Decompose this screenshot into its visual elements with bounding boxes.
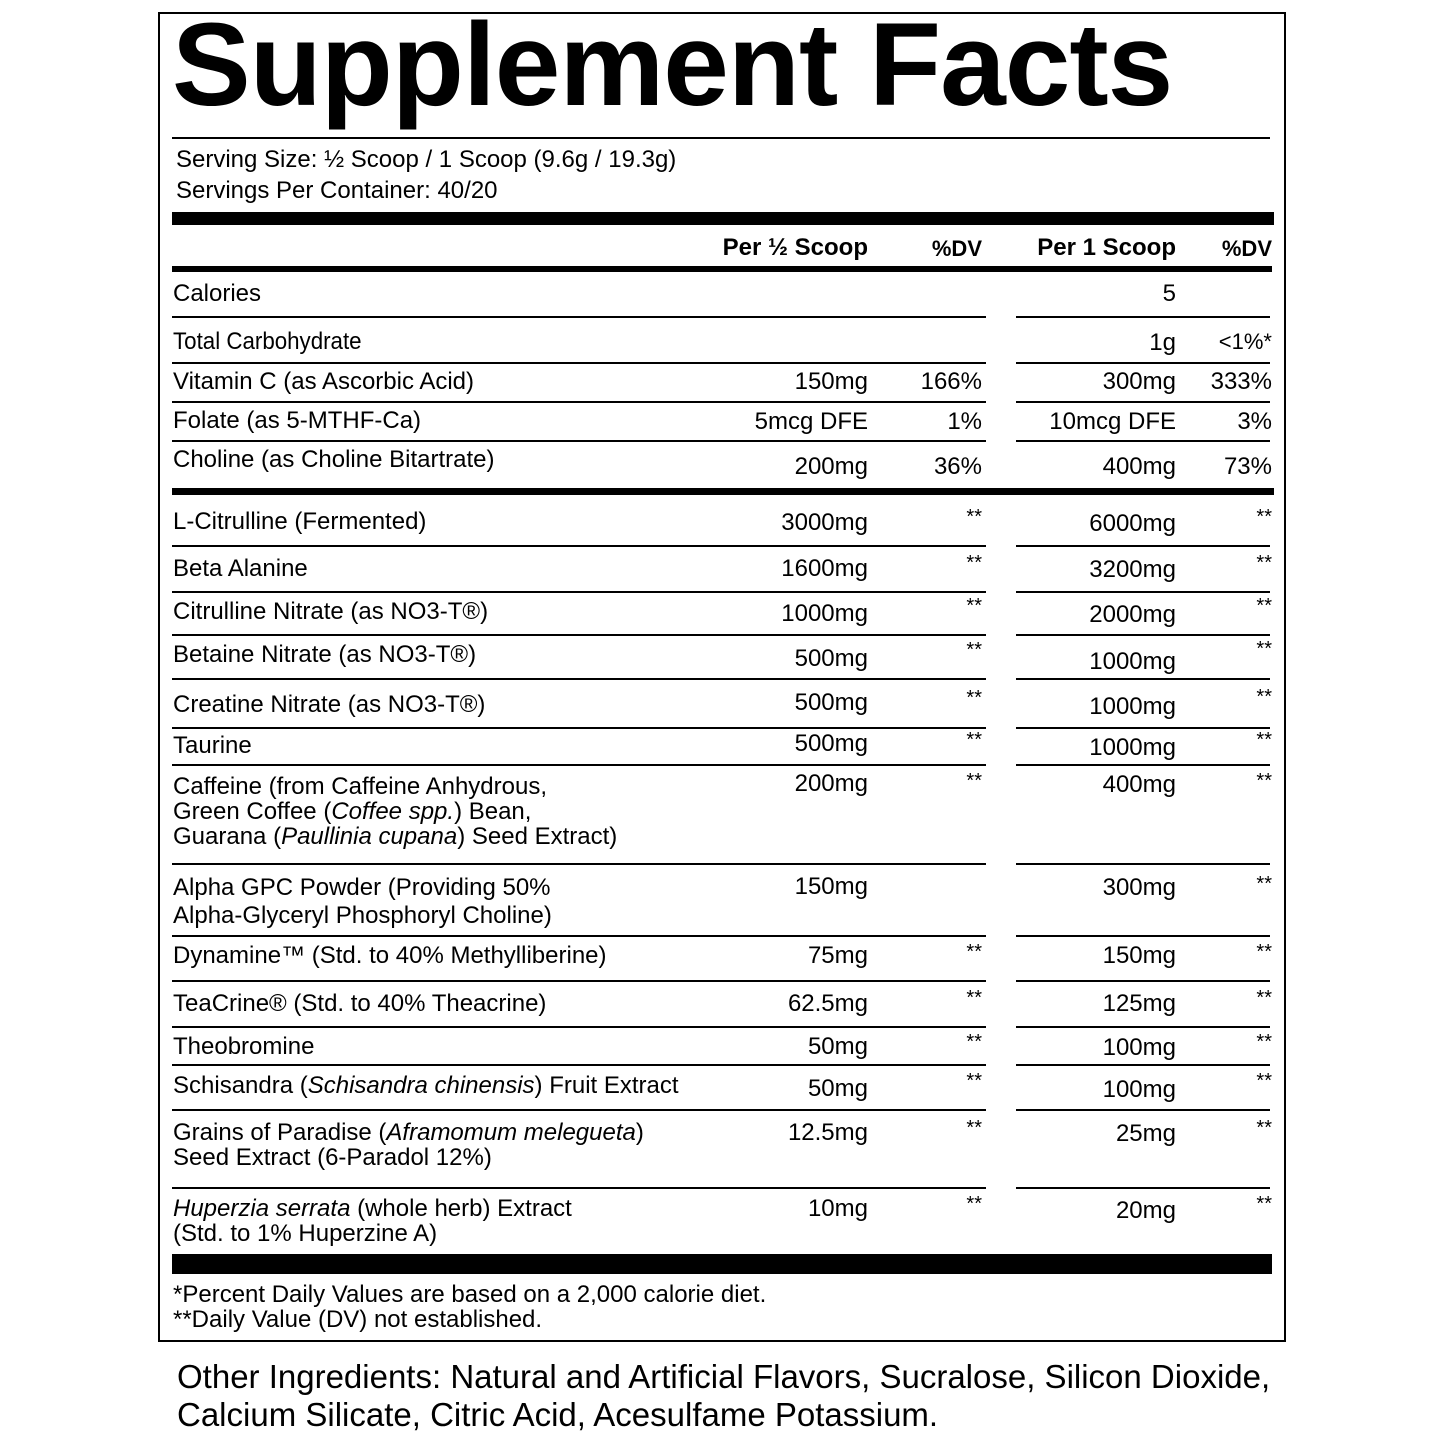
- row-theobromine-one-dv: **: [1256, 1031, 1272, 1053]
- row-huperzia-name-line2: (Std. to 1% Huperzine A): [173, 1220, 438, 1247]
- row-folate-name: Folate (as 5-MTHF-Ca): [173, 407, 422, 434]
- footnote-dv-not-established: **Daily Value (DV) not established.: [173, 1306, 543, 1333]
- row-creatine-nitrate-name: Creatine Nitrate (as NO3-T®): [173, 691, 486, 718]
- row-schisandra-name: Schisandra (Schisandra chinensis) Fruit Extract: [173, 1072, 679, 1099]
- row-rule: [172, 764, 986, 766]
- row-teacrine-half: 62.5mg: [787, 990, 868, 1017]
- row-rule: [172, 980, 986, 982]
- row-creatine-nitrate-half-dv: **: [966, 687, 982, 709]
- row-rule: [172, 634, 986, 636]
- row-schisandra-one-dv: **: [1256, 1070, 1272, 1092]
- header-per-half-scoop: Per ½ Scoop: [722, 234, 868, 261]
- row-choline-half: 200mg: [794, 453, 868, 480]
- row-rule: [1016, 1109, 1270, 1111]
- row-dynamine-half: 75mg: [807, 942, 868, 969]
- row-rule: [1016, 935, 1270, 937]
- row-theobromine-half: 50mg: [807, 1033, 868, 1060]
- row-rule: [1016, 727, 1270, 729]
- servings-per-container: Servings Per Container: 40/20: [176, 177, 498, 204]
- row-l-citrulline-name: L-Citrulline (Fermented): [173, 508, 427, 535]
- header-rule: [172, 266, 1272, 272]
- row-rule: [172, 440, 986, 442]
- row-dynamine-one-dv: **: [1256, 941, 1272, 963]
- row-betaine-nitrate-half-dv: **: [966, 639, 982, 661]
- row-betaine-nitrate-one: 1000mg: [1089, 648, 1176, 675]
- row-grains-of-paradise-half-dv: **: [966, 1117, 982, 1139]
- row-creatine-nitrate-half: 500mg: [794, 689, 868, 716]
- row-huperzia-name-line1: Huperzia serrata (whole herb) Extract: [173, 1195, 572, 1222]
- row-rule: [1016, 863, 1270, 865]
- footnote-percent-dv: *Percent Daily Values are based on a 2,000 calorie diet.: [173, 1281, 767, 1308]
- row-rule: [172, 316, 986, 318]
- row-folate-half-dv: 1%: [947, 408, 982, 435]
- row-caffeine-one-dv: **: [1256, 770, 1272, 792]
- row-schisandra-half-dv: **: [966, 1070, 982, 1092]
- row-rule: [1016, 440, 1270, 442]
- row-creatine-nitrate-one-dv: **: [1256, 686, 1272, 708]
- row-rule: [1016, 980, 1270, 982]
- row-betaine-nitrate-one-dv: **: [1256, 638, 1272, 660]
- row-huperzia-one: 20mg: [1115, 1197, 1176, 1224]
- header-per-one-scoop: Per 1 Scoop: [1037, 234, 1176, 261]
- row-rule: [172, 863, 986, 865]
- row-choline-half-dv: 36%: [933, 453, 982, 480]
- row-vitamin-c-half: 150mg: [794, 368, 868, 395]
- thick-rule-bottom: [172, 1254, 1272, 1274]
- row-alpha-gpc-half: 150mg: [794, 873, 868, 900]
- row-rule: [172, 591, 986, 593]
- row-choline-one-dv: 73%: [1223, 453, 1272, 480]
- row-grains-of-paradise-name-line2: Seed Extract (6-Paradol 12%): [173, 1144, 492, 1171]
- row-rule: [1016, 1064, 1270, 1066]
- row-teacrine-one: 125mg: [1102, 990, 1176, 1017]
- row-rule: [172, 727, 986, 729]
- row-taurine-one-dv: **: [1256, 729, 1272, 751]
- row-beta-alanine-name: Beta Alanine: [173, 555, 308, 582]
- row-l-citrulline-one-dv: **: [1256, 506, 1272, 528]
- row-dynamine-one: 150mg: [1102, 942, 1176, 969]
- row-teacrine-name: TeaCrine® (Std. to 40% Theacrine): [173, 990, 547, 1017]
- panel-title: Supplement Facts: [172, 0, 1173, 131]
- row-rule: [172, 1187, 986, 1189]
- row-rule: [172, 1026, 986, 1028]
- row-rule: [1016, 678, 1270, 680]
- row-taurine-half: 500mg: [794, 730, 868, 757]
- row-rule: [172, 1064, 986, 1066]
- row-creatine-nitrate-one: 1000mg: [1089, 693, 1176, 720]
- row-citrulline-nitrate-one-dv: **: [1256, 595, 1272, 617]
- row-theobromine-name: Theobromine: [173, 1033, 315, 1060]
- row-citrulline-nitrate-half: 1000mg: [781, 600, 868, 627]
- row-grains-of-paradise-half: 12.5mg: [787, 1119, 868, 1146]
- row-rule: [172, 362, 986, 364]
- row-l-citrulline-half-dv: **: [966, 506, 982, 528]
- row-caffeine-half-dv: **: [966, 770, 982, 792]
- row-citrulline-nitrate-name: Citrulline Nitrate (as NO3-T®): [173, 598, 489, 625]
- row-l-citrulline-one: 6000mg: [1089, 510, 1176, 537]
- row-vitamin-c-name: Vitamin C (as Ascorbic Acid): [173, 368, 474, 395]
- row-rule: [172, 935, 986, 937]
- row-alpha-gpc-one: 300mg: [1102, 874, 1176, 901]
- row-dynamine-name: Dynamine™ (Std. to 40% Methylliberine): [173, 942, 607, 969]
- row-alpha-gpc-one-dv: **: [1256, 873, 1272, 895]
- row-choline-one: 400mg: [1102, 453, 1176, 480]
- header-dv-one: %DV: [1221, 236, 1272, 261]
- row-beta-alanine-one: 3200mg: [1089, 556, 1176, 583]
- row-rule: [1016, 545, 1270, 547]
- row-citrulline-nitrate-one: 2000mg: [1089, 601, 1176, 628]
- row-alpha-gpc-name-line2: Alpha-Glyceryl Phosphoryl Choline): [173, 902, 552, 929]
- row-beta-alanine-half-dv: **: [966, 552, 982, 574]
- row-teacrine-half-dv: **: [966, 987, 982, 1009]
- row-grains-of-paradise-one-dv: **: [1256, 1117, 1272, 1139]
- row-betaine-nitrate-name: Betaine Nitrate (as NO3-T®): [173, 641, 477, 668]
- row-folate-half: 5mcg DFE: [754, 408, 868, 435]
- row-beta-alanine-one-dv: **: [1256, 552, 1272, 574]
- row-carb-one-dv: <1%*: [1218, 329, 1272, 354]
- thick-rule-middle: [172, 488, 1274, 495]
- row-rule: [1016, 401, 1270, 403]
- row-dynamine-half-dv: **: [966, 941, 982, 963]
- row-huperzia-one-dv: **: [1256, 1193, 1272, 1215]
- row-beta-alanine-half: 1600mg: [781, 555, 868, 582]
- row-theobromine-one: 100mg: [1102, 1034, 1176, 1061]
- row-teacrine-one-dv: **: [1256, 987, 1272, 1009]
- row-carb-one: 1g: [1149, 329, 1176, 356]
- row-citrulline-nitrate-half-dv: **: [966, 595, 982, 617]
- row-betaine-nitrate-half: 500mg: [794, 645, 868, 672]
- thick-rule-top: [172, 212, 1274, 225]
- row-rule: [1016, 1026, 1270, 1028]
- other-ingredients: [177, 1358, 1270, 1434]
- row-vitamin-c-half-dv: 166%: [920, 368, 982, 395]
- row-caffeine-half: 200mg: [794, 770, 868, 797]
- row-caffeine-name-line3: Guarana (Paullinia cupana) Seed Extract): [173, 823, 618, 850]
- header-dv-half: %DV: [931, 236, 982, 261]
- row-rule: [172, 678, 986, 680]
- row-calories-one: 5: [1162, 280, 1176, 307]
- row-rule: [1016, 362, 1270, 364]
- row-caffeine-name-line1: Caffeine (from Caffeine Anhydrous,: [173, 773, 547, 800]
- row-rule: [172, 401, 986, 403]
- row-taurine-one: 1000mg: [1089, 734, 1176, 761]
- row-carb-name: Total Carbohydrate: [173, 328, 362, 355]
- other-ingredients-line1: Other Ingredients: Natural and Artificial Flavors, Sucralose, Silicon Dioxide,: [177, 1358, 1271, 1395]
- row-vitamin-c-one: 300mg: [1102, 368, 1176, 395]
- row-folate-one-dv: 3%: [1237, 408, 1272, 435]
- row-calories-name: Calories: [173, 280, 262, 307]
- row-grains-of-paradise-name-line1: Grains of Paradise (Aframomum melegueta): [173, 1119, 644, 1146]
- row-l-citrulline-half: 3000mg: [781, 509, 868, 536]
- row-theobromine-half-dv: **: [966, 1031, 982, 1053]
- row-rule: [1016, 764, 1270, 766]
- other-ingredients-line2: Calcium Silicate, Citric Acid, Acesulfame Potassium.: [177, 1395, 939, 1433]
- row-schisandra-one: 100mg: [1102, 1076, 1176, 1103]
- row-alpha-gpc-name-line1: Alpha GPC Powder (Providing 50%: [173, 874, 551, 901]
- row-rule: [1016, 634, 1270, 636]
- row-rule: [1016, 316, 1270, 318]
- row-grains-of-paradise-one: 25mg: [1115, 1120, 1176, 1147]
- row-taurine-half-dv: **: [966, 729, 982, 751]
- row-schisandra-half: 50mg: [807, 1075, 868, 1102]
- row-rule: [172, 1109, 986, 1111]
- row-huperzia-half: 10mg: [807, 1195, 868, 1222]
- row-caffeine-one: 400mg: [1102, 771, 1176, 798]
- row-folate-one: 10mcg DFE: [1049, 408, 1176, 435]
- row-choline-name: Choline (as Choline Bitartrate): [173, 446, 495, 473]
- row-caffeine-name-line2: Green Coffee (Coffee spp.) Bean,: [173, 798, 532, 825]
- row-rule: [172, 545, 986, 547]
- title-rule: [172, 137, 1270, 139]
- row-taurine-name: Taurine: [173, 732, 252, 759]
- row-rule: [1016, 591, 1270, 593]
- row-vitamin-c-one-dv: 333%: [1210, 368, 1272, 395]
- serving-size: Serving Size: ½ Scoop / 1 Scoop (9.6g / 19.3g): [176, 146, 677, 173]
- row-rule: [1016, 1187, 1270, 1189]
- row-huperzia-half-dv: **: [966, 1193, 982, 1215]
